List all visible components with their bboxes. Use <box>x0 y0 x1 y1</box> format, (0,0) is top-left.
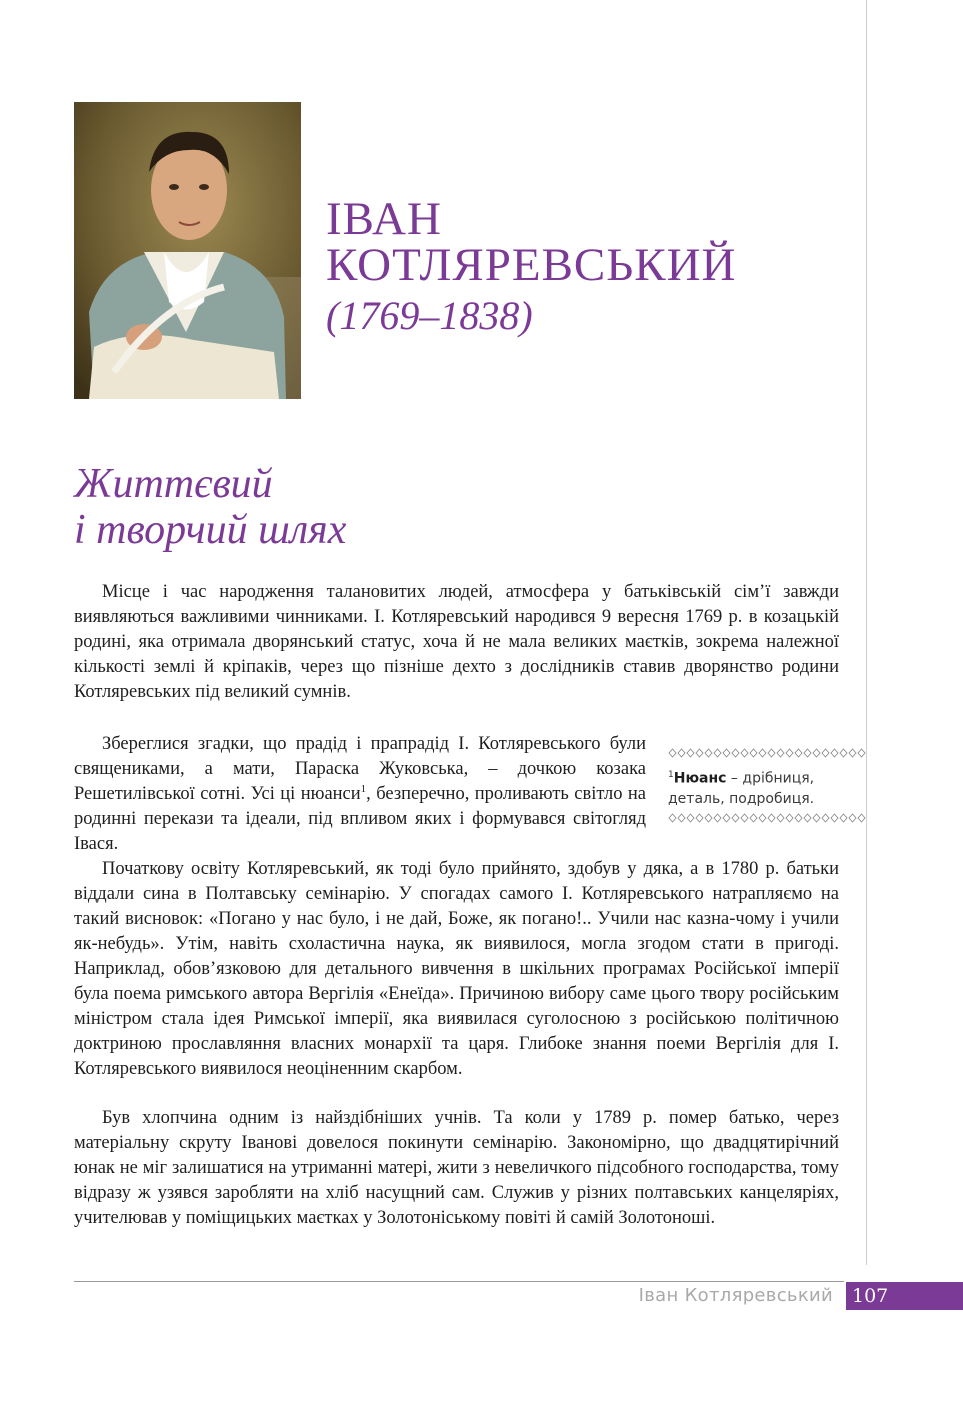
paragraph-2-part-1: Збереглися згадки, що прадід і прапрадід І. Котляревського були священиками, а мати, Параска Жуковська, – дочкою козака Решетилівської сотні. Усі ці нюанси <box>74 734 646 804</box>
footnote-reference[interactable]: 1 <box>360 782 367 795</box>
footnote-definition: – дрібниця, деталь, подробиця. <box>668 770 815 807</box>
paragraph-3: Початкову освіту Котляревський, як тоді було прийнято, здобув у дяка, а в 1780 р. батьки віддали сина в Полтавську семінарію. У спогадах самого І. Котляревського натрапляємо на такий висновок: «Погано у нас було, і не дай, Боже, як погано!.. Учили нас казна-чому і учили як-небудь». Утім, навіть схоластична наука, як виявилося, могла згодом стати в пригоді. Наприклад, обов’язковою для детального вивчення в шкільних програмах Російської імперії була поема римського автора Вергілія «Енеїда». Причиною вибору саме цього твору російським міністром стала ідея Римської імперії, яка виявилася суголосною з російською політичною доктриною прославляння власних монархії та царя. Глибоке знання поеми Вергілія для І. Котляревського виявилося неоціненним скарбом. <box>74 859 839 1079</box>
author-title <box>326 193 737 340</box>
footnote-border-top <box>668 748 866 758</box>
footnote-term: Нюанс <box>673 770 727 787</box>
footer-divider <box>74 1281 844 1282</box>
section-heading <box>74 461 346 553</box>
section-heading-line1: Життєвий <box>74 461 273 507</box>
footnote <box>668 765 868 809</box>
paragraph-2-part-2: , безперечно, проливають світло на родинні перекази та ідеали, під впливом яких і формувався світогляд Івася. <box>74 784 646 854</box>
footnote-border-bottom <box>668 813 866 823</box>
paragraph-1: Місце і час народження талановитих людей, атмосфера у батьківській сім’ї завжди виявляються важливими чинниками. І. Котляревський народився 9 вересня 1769 р. в козацькій родині, яка отримала дворянський статус, хоча й не мала великих маєтків, зокрема належної кількості землі й кріпаків, через що пізніше дехто з дослідників ставив дворянство родини Котляревських під великий сумнів. <box>74 582 839 702</box>
paragraph-4: Був хлопчина одним із найздібніших учнів. Та коли у 1789 р. помер батько, через матеріальну скруту Іванові довелося покинути семінарію. Закономірно, що двадцятирічний юнак не міг залишатися на утриманні матері, жити з невеличкого підсобного господарства, тому відразу ж узявся заробляти на хліб насущний сам. Служив у різних полтавських канцеляріях, учителював у поміщицьких маєтках у Золотоніському повіті й самій Золотоноші. <box>74 1108 839 1228</box>
author-name-line1: ІВАН <box>326 193 442 245</box>
author-name-line2: КОТЛЯРЕВСЬКИЙ <box>326 239 737 291</box>
running-title: Іван Котляревський <box>638 1285 833 1306</box>
author-years: (1769–1838) <box>326 293 533 338</box>
paragraph-2 <box>74 732 646 857</box>
section-heading-line2: і творчий шлях <box>74 507 347 553</box>
portrait-image <box>74 102 301 399</box>
page-number: 107 <box>852 1285 889 1307</box>
footnote-number: 1 <box>668 770 674 780</box>
margin-rule <box>866 0 867 1265</box>
